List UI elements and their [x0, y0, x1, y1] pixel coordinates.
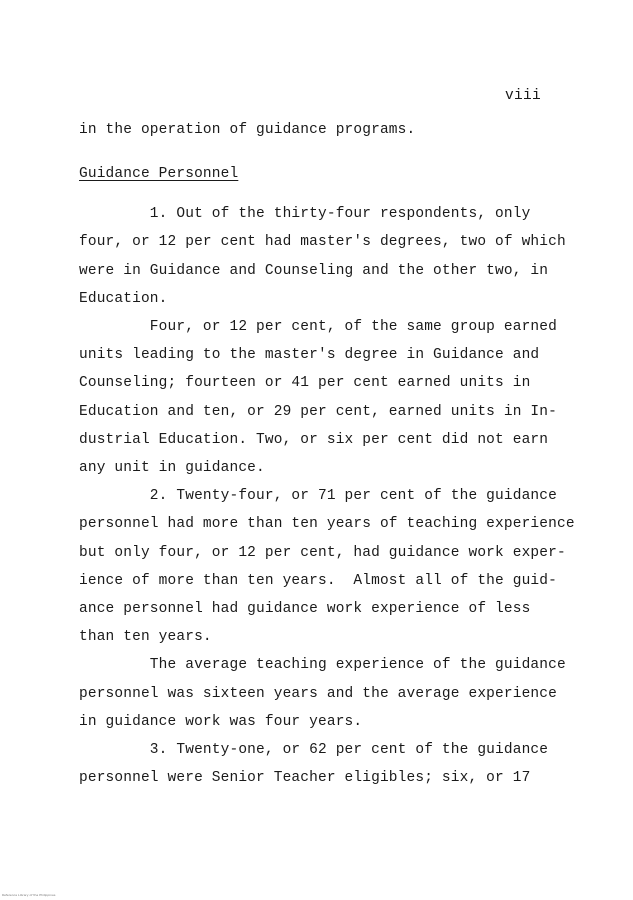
body-line: four, or 12 per cent had master's degrees, two of which	[79, 234, 566, 250]
library-footer-mark: Reference Library of the Philippines	[2, 893, 56, 897]
body-line: but only four, or 12 per cent, had guidance work exper-	[79, 545, 566, 561]
body-line: 2. Twenty-four, or 71 per cent of the guidance	[79, 488, 557, 504]
body-line: 1. Out of the thirty-four respondents, only	[79, 206, 531, 222]
section-heading: Guidance Personnel	[79, 166, 239, 182]
body-line: than ten years.	[79, 629, 212, 645]
body-line: Education.	[79, 291, 168, 307]
body-line: The average teaching experience of the guidance	[79, 657, 566, 673]
body-line: ance personnel had guidance work experience of less	[79, 601, 531, 617]
body-line: ience of more than ten years. Almost all of the guid-	[79, 573, 557, 589]
body-line: were in Guidance and Counseling and the other two, in	[79, 263, 549, 279]
body-line: Counseling; fourteen or 41 per cent earned units in	[79, 375, 531, 391]
body-line: 3. Twenty-one, or 62 per cent of the guidance	[79, 742, 549, 758]
body-line: Four, or 12 per cent, of the same group earned	[79, 319, 557, 335]
body-line: in guidance work was four years.	[79, 714, 363, 730]
body-line: personnel was sixteen years and the average experience	[79, 686, 557, 702]
body-line: personnel had more than ten years of teaching experience	[79, 516, 575, 532]
body-line: dustrial Education. Two, or six per cent did not earn	[79, 432, 549, 448]
body-line: any unit in guidance.	[79, 460, 265, 476]
body-line: personnel were Senior Teacher eligibles; six, or 17	[79, 770, 531, 786]
body-line: units leading to the master's degree in Guidance and	[79, 347, 540, 363]
page-number: viii	[505, 88, 542, 104]
opening-line: in the operation of guidance programs.	[79, 122, 416, 138]
body-line: Education and ten, or 29 per cent, earned units in In-	[79, 404, 557, 420]
